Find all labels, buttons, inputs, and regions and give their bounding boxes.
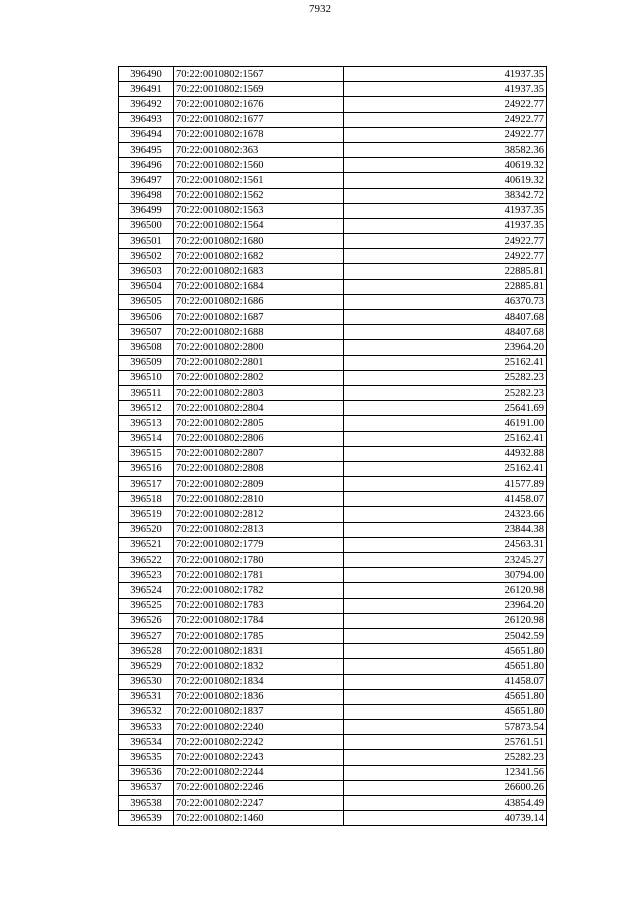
cadastral-number-cell: 70:22:0010802:1676: [174, 97, 344, 112]
row-number-cell: 396500: [119, 218, 174, 233]
table-row: [119, 385, 547, 400]
value-cell: 44932.88: [344, 446, 547, 461]
cadastral-number-cell: 70:22:0010802:1834: [174, 674, 344, 689]
row-number-cell: 396506: [119, 310, 174, 325]
cadastral-number-cell: 70:22:0010802:1682: [174, 249, 344, 264]
table-row: [119, 97, 547, 112]
row-number-cell: 396503: [119, 264, 174, 279]
table-row: [119, 704, 547, 719]
cadastral-number-cell: 70:22:0010802:363: [174, 142, 344, 157]
value-cell: 40619.32: [344, 158, 547, 173]
row-number-cell: 396507: [119, 325, 174, 340]
row-number-cell: 396530: [119, 674, 174, 689]
row-number-cell: 396520: [119, 522, 174, 537]
value-cell: 45651.80: [344, 659, 547, 674]
cadastral-number-cell: 70:22:0010802:2807: [174, 446, 344, 461]
value-cell: 25162.41: [344, 461, 547, 476]
row-number-cell: 396492: [119, 97, 174, 112]
cadastral-number-cell: 70:22:0010802:2247: [174, 796, 344, 811]
value-cell: 24922.77: [344, 97, 547, 112]
row-number-cell: 396519: [119, 507, 174, 522]
cadastral-number-cell: 70:22:0010802:1680: [174, 234, 344, 249]
table-row: [119, 720, 547, 735]
value-cell: 41937.35: [344, 203, 547, 218]
cadastral-number-cell: 70:22:0010802:1779: [174, 537, 344, 552]
value-cell: 41937.35: [344, 67, 547, 82]
row-number-cell: 396511: [119, 385, 174, 400]
table-row: [119, 750, 547, 765]
table-row: [119, 218, 547, 233]
row-number-cell: 396524: [119, 583, 174, 598]
cadastral-number-cell: 70:22:0010802:1785: [174, 628, 344, 643]
value-cell: 24922.77: [344, 127, 547, 142]
table-row: [119, 765, 547, 780]
row-number-cell: 396515: [119, 446, 174, 461]
value-cell: 25162.41: [344, 355, 547, 370]
value-cell: 41937.35: [344, 82, 547, 97]
table-row: [119, 340, 547, 355]
row-number-cell: 396538: [119, 796, 174, 811]
value-cell: 38582.36: [344, 142, 547, 157]
table-row: [119, 249, 547, 264]
cadastral-number-cell: 70:22:0010802:1683: [174, 264, 344, 279]
table-row: [119, 67, 547, 82]
value-cell: 43854.49: [344, 796, 547, 811]
table-row: [119, 234, 547, 249]
table-row: [119, 203, 547, 218]
table-row: [119, 537, 547, 552]
row-number-cell: 396526: [119, 613, 174, 628]
value-cell: 24563.31: [344, 537, 547, 552]
value-cell: 24922.77: [344, 112, 547, 127]
table-row: [119, 310, 547, 325]
value-cell: 25282.23: [344, 385, 547, 400]
row-number-cell: 396528: [119, 644, 174, 659]
table-row: [119, 522, 547, 537]
table-row: [119, 659, 547, 674]
row-number-cell: 396495: [119, 142, 174, 157]
value-cell: 41577.89: [344, 477, 547, 492]
table-row: [119, 82, 547, 97]
table-row: [119, 780, 547, 795]
table-row: [119, 294, 547, 309]
table-row: [119, 583, 547, 598]
value-cell: 24922.77: [344, 249, 547, 264]
table-row: [119, 370, 547, 385]
row-number-cell: 396531: [119, 689, 174, 704]
row-number-cell: 396521: [119, 537, 174, 552]
row-number-cell: 396504: [119, 279, 174, 294]
table-row: [119, 461, 547, 476]
row-number-cell: 396529: [119, 659, 174, 674]
cadastral-number-cell: 70:22:0010802:1678: [174, 127, 344, 142]
row-number-cell: 396510: [119, 370, 174, 385]
cadastral-number-cell: 70:22:0010802:1567: [174, 67, 344, 82]
cadastral-number-cell: 70:22:0010802:2805: [174, 416, 344, 431]
value-cell: 25162.41: [344, 431, 547, 446]
table-row: [119, 507, 547, 522]
value-cell: 40739.14: [344, 811, 547, 826]
table-row: [119, 553, 547, 568]
cadastral-number-cell: 70:22:0010802:1564: [174, 218, 344, 233]
table-row: [119, 568, 547, 583]
cadastral-number-cell: 70:22:0010802:1688: [174, 325, 344, 340]
table-row: [119, 613, 547, 628]
cadastral-number-cell: 70:22:0010802:2808: [174, 461, 344, 476]
table-row: [119, 674, 547, 689]
cadastral-number-cell: 70:22:0010802:1832: [174, 659, 344, 674]
table-row: [119, 173, 547, 188]
cadastral-number-cell: 70:22:0010802:1783: [174, 598, 344, 613]
value-cell: 57873.54: [344, 720, 547, 735]
row-number-cell: 396501: [119, 234, 174, 249]
cadastral-number-cell: 70:22:0010802:1784: [174, 613, 344, 628]
cadastral-number-cell: 70:22:0010802:1782: [174, 583, 344, 598]
cadastral-number-cell: 70:22:0010802:2809: [174, 477, 344, 492]
row-number-cell: 396499: [119, 203, 174, 218]
value-cell: 45651.80: [344, 644, 547, 659]
value-cell: 22885.81: [344, 279, 547, 294]
cadastral-number-cell: 70:22:0010802:1561: [174, 173, 344, 188]
row-number-cell: 396509: [119, 355, 174, 370]
table-row: [119, 325, 547, 340]
value-cell: 45651.80: [344, 689, 547, 704]
value-cell: 25761.51: [344, 735, 547, 750]
row-number-cell: 396525: [119, 598, 174, 613]
value-cell: 26120.98: [344, 613, 547, 628]
cadastral-number-cell: 70:22:0010802:1781: [174, 568, 344, 583]
cadastral-number-cell: 70:22:0010802:1569: [174, 82, 344, 97]
row-number-cell: 396505: [119, 294, 174, 309]
data-table: [118, 66, 547, 826]
cadastral-number-cell: 70:22:0010802:2240: [174, 720, 344, 735]
row-number-cell: 396527: [119, 628, 174, 643]
cadastral-number-cell: 70:22:0010802:2803: [174, 385, 344, 400]
page-number: 7932: [309, 3, 331, 15]
cadastral-number-cell: 70:22:0010802:1560: [174, 158, 344, 173]
cadastral-number-cell: 70:22:0010802:2812: [174, 507, 344, 522]
row-number-cell: 396523: [119, 568, 174, 583]
table-row: [119, 492, 547, 507]
row-number-cell: 396494: [119, 127, 174, 142]
cadastral-number-cell: 70:22:0010802:2800: [174, 340, 344, 355]
value-cell: 23245.27: [344, 553, 547, 568]
cadastral-number-cell: 70:22:0010802:1684: [174, 279, 344, 294]
cadastral-number-cell: 70:22:0010802:1831: [174, 644, 344, 659]
cadastral-number-cell: 70:22:0010802:1562: [174, 188, 344, 203]
cadastral-number-cell: 70:22:0010802:2813: [174, 522, 344, 537]
table-row: [119, 796, 547, 811]
cadastral-number-cell: 70:22:0010802:2242: [174, 735, 344, 750]
row-number-cell: 396508: [119, 340, 174, 355]
row-number-cell: 396535: [119, 750, 174, 765]
value-cell: 25042.59: [344, 628, 547, 643]
cadastral-number-cell: 70:22:0010802:2244: [174, 765, 344, 780]
row-number-cell: 396516: [119, 461, 174, 476]
cadastral-number-cell: 70:22:0010802:2246: [174, 780, 344, 795]
value-cell: 46370.73: [344, 294, 547, 309]
row-number-cell: 396536: [119, 765, 174, 780]
table-row: [119, 112, 547, 127]
value-cell: 46191.00: [344, 416, 547, 431]
table-row: [119, 188, 547, 203]
cadastral-number-cell: 70:22:0010802:1677: [174, 112, 344, 127]
table-row: [119, 628, 547, 643]
table-row: [119, 644, 547, 659]
row-number-cell: 396518: [119, 492, 174, 507]
table-row: [119, 735, 547, 750]
row-number-cell: 396502: [119, 249, 174, 264]
value-cell: 24922.77: [344, 234, 547, 249]
row-number-cell: 396514: [119, 431, 174, 446]
row-number-cell: 396493: [119, 112, 174, 127]
table-row: [119, 355, 547, 370]
table-row: [119, 401, 547, 416]
value-cell: 26120.98: [344, 583, 547, 598]
value-cell: 41937.35: [344, 218, 547, 233]
value-cell: 41458.07: [344, 492, 547, 507]
row-number-cell: 396522: [119, 553, 174, 568]
value-cell: 25641.69: [344, 401, 547, 416]
row-number-cell: 396497: [119, 173, 174, 188]
cadastral-number-cell: 70:22:0010802:1687: [174, 310, 344, 325]
row-number-cell: 396533: [119, 720, 174, 735]
row-number-cell: 396517: [119, 477, 174, 492]
cadastral-number-cell: 70:22:0010802:2243: [174, 750, 344, 765]
cadastral-number-cell: 70:22:0010802:2801: [174, 355, 344, 370]
value-cell: 38342.72: [344, 188, 547, 203]
cadastral-number-cell: 70:22:0010802:1460: [174, 811, 344, 826]
value-cell: 30794.00: [344, 568, 547, 583]
table-row: [119, 142, 547, 157]
row-number-cell: 396490: [119, 67, 174, 82]
table-row: [119, 598, 547, 613]
cadastral-number-cell: 70:22:0010802:1780: [174, 553, 344, 568]
cadastral-number-cell: 70:22:0010802:1837: [174, 704, 344, 719]
value-cell: 26600.26: [344, 780, 547, 795]
value-cell: 40619.32: [344, 173, 547, 188]
row-number-cell: 396498: [119, 188, 174, 203]
table-row: [119, 158, 547, 173]
cadastral-number-cell: 70:22:0010802:2806: [174, 431, 344, 446]
cadastral-number-cell: 70:22:0010802:1686: [174, 294, 344, 309]
cadastral-number-cell: 70:22:0010802:1836: [174, 689, 344, 704]
row-number-cell: 396496: [119, 158, 174, 173]
value-cell: 25282.23: [344, 370, 547, 385]
value-cell: 41458.07: [344, 674, 547, 689]
table-row: [119, 446, 547, 461]
table-row: [119, 127, 547, 142]
value-cell: 48407.68: [344, 325, 547, 340]
value-cell: 45651.80: [344, 704, 547, 719]
row-number-cell: 396539: [119, 811, 174, 826]
cadastral-number-cell: 70:22:0010802:1563: [174, 203, 344, 218]
value-cell: 48407.68: [344, 310, 547, 325]
table-row: [119, 477, 547, 492]
table-row: [119, 811, 547, 826]
row-number-cell: 396532: [119, 704, 174, 719]
value-cell: 23964.20: [344, 598, 547, 613]
value-cell: 24323.66: [344, 507, 547, 522]
cadastral-number-cell: 70:22:0010802:2810: [174, 492, 344, 507]
value-cell: 23844.38: [344, 522, 547, 537]
row-number-cell: 396491: [119, 82, 174, 97]
row-number-cell: 396534: [119, 735, 174, 750]
value-cell: 22885.81: [344, 264, 547, 279]
row-number-cell: 396512: [119, 401, 174, 416]
table-row: [119, 689, 547, 704]
value-cell: 12341.56: [344, 765, 547, 780]
table-row: [119, 416, 547, 431]
cadastral-number-cell: 70:22:0010802:2804: [174, 401, 344, 416]
row-number-cell: 396537: [119, 780, 174, 795]
cadastral-number-cell: 70:22:0010802:2802: [174, 370, 344, 385]
table-row: [119, 279, 547, 294]
table-row: [119, 431, 547, 446]
value-cell: 23964.20: [344, 340, 547, 355]
value-cell: 25282.23: [344, 750, 547, 765]
table-body: [119, 67, 547, 826]
table-row: [119, 264, 547, 279]
row-number-cell: 396513: [119, 416, 174, 431]
